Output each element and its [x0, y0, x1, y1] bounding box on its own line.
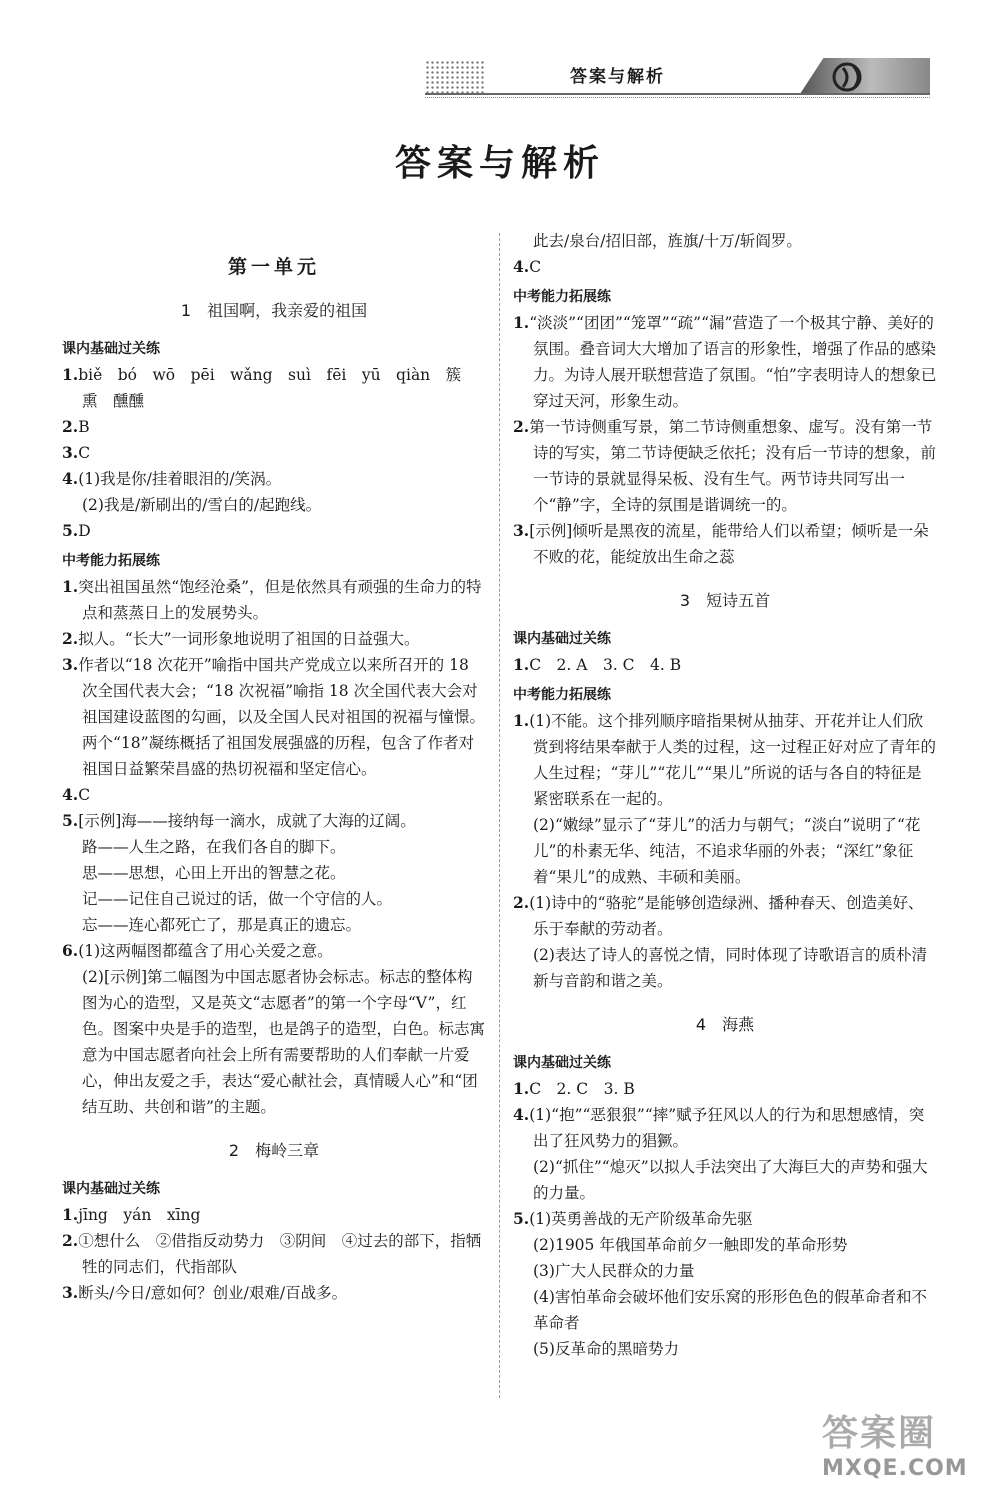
- answer-continuation: 忘——连心都死亡了，那是真正的遗忘。: [82, 916, 362, 934]
- answer-item: [513, 890, 937, 942]
- answer-number: 3.: [513, 521, 530, 540]
- answer-text: 第一节诗侧重写景，第二节诗侧重想象、虚写。没有第一节诗的写实，第二节诗便缺乏依托；没有后一节诗的想象，前一节诗的景就显得呆板、没有生气。两节诗共同写出一个“静”字，全诗的氛围是谐调统一的。: [529, 418, 937, 514]
- answer-text: C 2. C 3. B: [529, 1080, 635, 1098]
- answer-text: (1)不能。这个排列顺序暗指果树从抽芽、开花并让人们欣赏到将结果奉献于人类的过程，这一过程正好对应了青年的人生过程；“芽儿”“花儿”“果儿”所说的话与各自的特征是紧密联系在一起的。: [529, 712, 937, 808]
- answer-text: C 2. A 3. C 4. B: [529, 656, 682, 674]
- answer-number: 1.: [513, 1079, 530, 1098]
- answer-text: (1)这两幅图都蕴含了用心关爱之意。: [78, 942, 333, 960]
- answer-item: [62, 362, 486, 388]
- answer-number: 4.: [62, 785, 79, 804]
- header-rule-dotted: [425, 97, 930, 99]
- answer-continuation: 此去/泉台/招旧部，旌旗/十万/斩阎罗。: [533, 232, 802, 250]
- answer-text: 断头/今日/意如何？创业/艰难/百战多。: [78, 1284, 348, 1302]
- answer-item: [62, 440, 486, 466]
- exercise-subheading: 课内基础过关练: [62, 341, 160, 357]
- answer-text: 拟人。“长大”一词形象地说明了祖国的日益强大。: [78, 630, 420, 648]
- answer-continuation: 记——记住自己说过的话，做一个守信的人。: [82, 890, 393, 908]
- answer-continuation: (2)我是/新刷出的/雪白的/起跑线。: [82, 496, 322, 514]
- answer-item: [513, 414, 937, 518]
- exercise-subheading: 中考能力拓展练: [513, 289, 611, 305]
- answer-item: [513, 310, 937, 414]
- answer-number: 3.: [62, 1283, 79, 1302]
- answer-text: (1)英勇善战的无产阶级革命先驱: [529, 1210, 753, 1228]
- answer-item: [62, 1280, 486, 1306]
- answer-continuation: (2)“抓住”“熄灭”以拟人手法突出了大海巨大的声势和强大的力量。: [533, 1158, 928, 1202]
- answer-item: [513, 254, 937, 280]
- answer-number: 2.: [62, 1231, 79, 1250]
- answer-number: 5.: [62, 811, 79, 830]
- answer-item: [62, 466, 486, 492]
- answer-continuation: (2)1905 年俄国革命前夕一触即发的革命形势: [533, 1236, 848, 1254]
- unit-heading: 第一单元: [227, 256, 320, 278]
- answer-text: biě bó wō pēi wǎng suì fēi yū qiàn 簇: [78, 366, 462, 384]
- answer-item: [62, 652, 486, 782]
- answer-number: 4.: [62, 469, 79, 488]
- answer-item: [62, 1228, 486, 1280]
- answer-number: 4.: [513, 257, 530, 276]
- answer-number: 6.: [62, 941, 79, 960]
- answer-item: [62, 518, 486, 544]
- answer-number: 2.: [62, 629, 79, 648]
- exercise-subheading: 课内基础过关练: [513, 1055, 611, 1071]
- answer-number: 2.: [513, 893, 530, 912]
- lesson-heading: 2 梅岭三章: [228, 1141, 320, 1160]
- lesson-heading: 3 短诗五首: [679, 591, 771, 610]
- answer-item: [513, 518, 937, 570]
- answer-number: 2.: [62, 417, 79, 436]
- answer-item: [513, 1102, 937, 1154]
- answer-continuation: (2)[示例]第二幅图为中国志愿者协会标志。标志的整体构图为心的造型，又是英文“志愿者”的第一个字母“V”，红色。图案中央是手的造型，也是鸽子的造型，白色。标志寓意为中国志愿者向社会上所有需要帮助的人们奉献一片爱心，伸出友爱之手，表达“爱心献社会，真情暖人心”和“团结互助、共创和谐”的主题。: [82, 968, 486, 1116]
- answer-number: 3.: [62, 443, 79, 462]
- answer-item: [513, 652, 937, 678]
- answer-number: 1.: [513, 655, 530, 674]
- answer-number: 1.: [62, 1205, 79, 1224]
- answer-continuation: (2)表达了诗人的喜悦之情，同时体现了诗歌语言的质朴清新与音韵和谐之美。: [533, 946, 927, 990]
- answer-text: 作者以“18 次花开”喻指中国共产党成立以来所召开的 18 次全国代表大会；“18 次祝福”喻指 18 次全国代表大会对祖国建设蓝图的勾画，以及全国人民对祖国的祝福与憧憬。两个“18”凝练概括了祖国发展强盛的历程，包含了作者对祖国日益繁荣昌盛的热切祝福和坚定信心。: [78, 656, 486, 778]
- header-rule: [425, 93, 930, 95]
- answer-continuation: 熏 醺醺: [82, 392, 145, 410]
- exercise-subheading: 课内基础过关练: [62, 1181, 160, 1197]
- answer-text: C: [78, 786, 91, 804]
- answer-number: 1.: [62, 577, 79, 596]
- answer-text: (1)我是你/挂着眼泪的/笑涡。: [78, 470, 282, 488]
- answer-item: [513, 708, 937, 812]
- answer-number: 1.: [513, 711, 530, 730]
- answer-text: C: [529, 258, 542, 276]
- answer-continuation: 路——人生之路，在我们各自的脚下。: [82, 838, 346, 856]
- answer-number: 3.: [62, 655, 79, 674]
- watermark-url: MXQE.COM: [822, 1456, 968, 1481]
- answer-item: [62, 938, 486, 964]
- right-column: [513, 228, 937, 1362]
- header-title: 答案与解析: [570, 67, 665, 87]
- answer-continuation: (3)广大人民群众的力量: [533, 1262, 695, 1280]
- header-logo-icon: [800, 58, 930, 94]
- left-column: [62, 228, 486, 1306]
- answer-item: [62, 574, 486, 626]
- answer-number: 1.: [513, 313, 530, 332]
- answer-item: [62, 782, 486, 808]
- answer-number: 5.: [513, 1209, 530, 1228]
- answer-item: [62, 414, 486, 440]
- answer-item: [62, 626, 486, 652]
- answer-item: [513, 1076, 937, 1102]
- watermark: [822, 1405, 982, 1481]
- answer-number: 5.: [62, 521, 79, 540]
- answer-text: jīng yán xīng: [78, 1206, 201, 1224]
- answer-text: (1)“抱”“恶狠狠”“摔”赋予狂风以人的行为和思想感情，突出了狂风势力的猖獗。: [529, 1106, 925, 1150]
- answer-text: (1)诗中的“骆驼”是能够创造绿洲、播种春天、创造美好、乐于奉献的劳动者。: [529, 894, 924, 938]
- answer-text: D: [78, 522, 91, 540]
- answer-continuation: (2)“嫩绿”显示了“芽儿”的活力与朝气；“淡白”说明了“花儿”的朴素无华、纯洁，不追求华丽的外表；“深红”象征着“果儿”的成熟、丰硕和美丽。: [533, 816, 921, 886]
- exercise-subheading: 中考能力拓展练: [513, 687, 611, 703]
- watermark-logo-text: 答案圈: [822, 1413, 937, 1454]
- answer-number: 1.: [62, 365, 79, 384]
- answer-text: 突出祖国虽然“饱经沧桑”，但是依然具有顽强的生命力的特点和蒸蒸日上的发展势头。: [78, 578, 482, 622]
- exercise-subheading: 课内基础过关练: [513, 631, 611, 647]
- answer-text: “淡淡”“团团”“笼罩”“疏”“漏”营造了一个极其宁静、美好的氛围。叠音词大大增加了语言的形象性，增强了作品的感染力。为诗人展开联想营造了氛围。“怕”字表明诗人的想象已穿过天河，形象生动。: [529, 314, 937, 410]
- column-divider: [499, 233, 500, 1398]
- answer-text: [示例]海——接纳每一滴水，成就了大海的辽阔。: [78, 812, 416, 830]
- answer-text: B: [78, 418, 90, 436]
- answer-text: [示例]倾听是黑夜的流星，能带给人们以希望；倾听是一朵不败的花，能绽放出生命之蕊: [529, 522, 929, 566]
- exercise-subheading: 中考能力拓展练: [62, 553, 160, 569]
- answer-number: 2.: [513, 417, 530, 436]
- answer-item: [513, 1206, 937, 1232]
- page-title: 答案与解析: [394, 143, 605, 184]
- running-header: [425, 60, 930, 98]
- answer-item: [62, 808, 486, 834]
- answer-continuation: (5)反革命的黑暗势力: [533, 1340, 679, 1358]
- answer-continuation: 思——思想，心田上开出的智慧之花。: [82, 864, 346, 882]
- answer-text: C: [78, 444, 91, 462]
- answer-item: [62, 1202, 486, 1228]
- answer-continuation: (4)害怕革命会破坏他们安乐窝的形形色色的假革命者和不革命者: [533, 1288, 927, 1332]
- answer-number: 4.: [513, 1105, 530, 1124]
- answer-text: ①想什么 ②借指反动势力 ③阴间 ④过去的部下，指牺牲的同志们，代指部队: [78, 1232, 482, 1276]
- lesson-heading: 4 海燕: [695, 1015, 755, 1034]
- header-dot-pattern: [425, 60, 485, 94]
- lesson-heading: 1 祖国啊，我亲爱的祖国: [180, 301, 368, 320]
